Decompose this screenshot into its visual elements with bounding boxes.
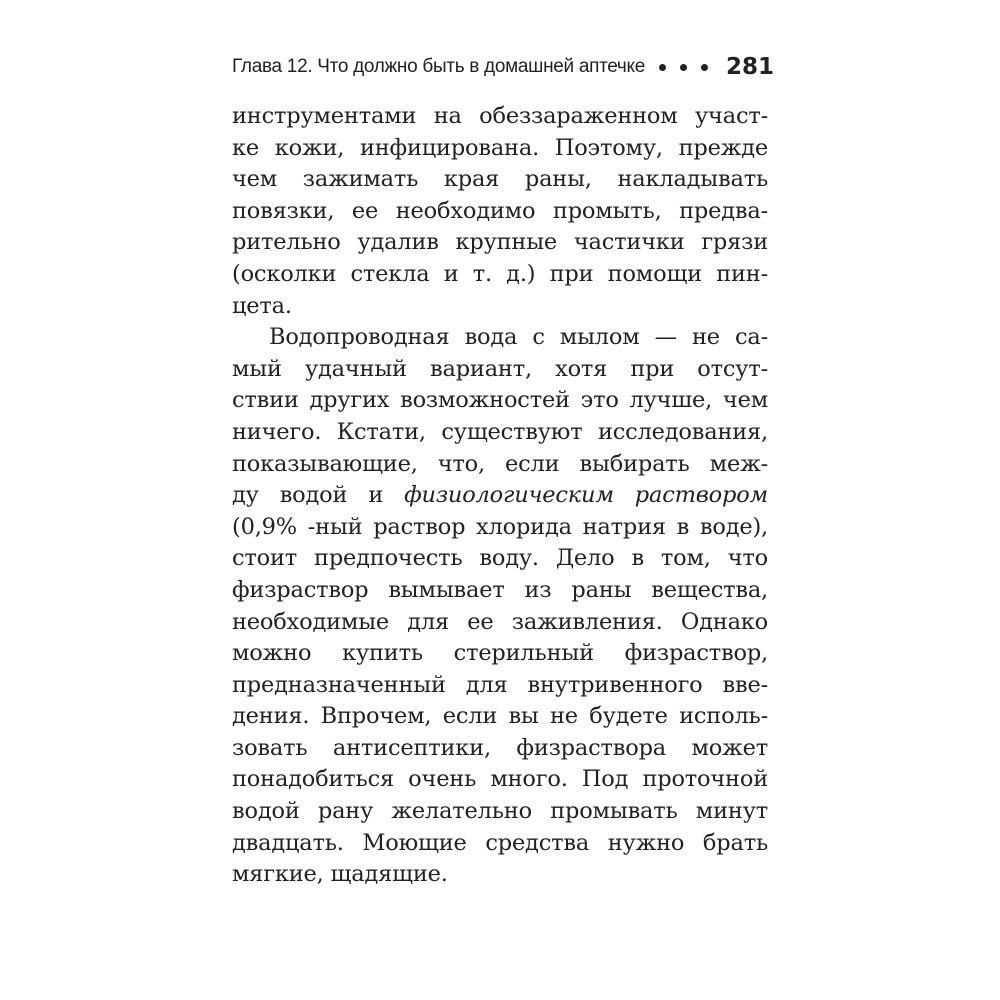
text-line: показывающие, что, если выбирать меж- [232,450,768,477]
text-line: повязки, ее необходимо промыть, предва- [232,197,768,224]
text-line: инструментами на обеззараженном участ- [232,103,768,129]
text-line: Водопроводная вода с мылом — не са- [269,324,768,351]
text-line: (осколки стекла и т. д.) при помощи пин- [232,260,768,287]
paragraph-2 [232,322,768,891]
text-line: зовать антисептики, физраствора может [232,734,768,761]
text-line: понадобиться очень много. Под проточной [232,766,768,793]
text-line: необходимые для ее заживления. Однако [232,608,768,635]
text-line: водой рану желательно промывать минут [232,798,768,825]
text-line: стоит предпочесть воду. Дело в том, что [232,545,768,572]
text-line: мый удачный вариант, хотя при отсут- [232,355,768,382]
chapter-title: Глава 12. Что должно быть в домашней аптечке [232,56,646,77]
text-line: чем зажимать края раны, накладывать [232,166,768,193]
ornament-dots [645,64,708,71]
text-line: ке кожи, инфицирована. Поэтому, прежде [232,134,768,161]
running-header [232,50,775,84]
dot-icon [701,64,708,71]
header-right [645,54,774,80]
text-line: двадцать. Моющие средства нужно брать [232,829,768,856]
text-line: ничего. Кстати, существуют исследования, [232,418,768,445]
text-line: предназначенный для внутривенного вве- [232,671,768,698]
text-line: дения. Впрочем, если вы не будете исполь- [232,703,768,730]
text-line: физраствор вымывает из раны вещества, [232,576,768,603]
text-line: цета. [232,292,292,319]
text-line: можно купить стерильный физраствор, [232,640,768,667]
text-line: мягкие, щадящие. [232,861,448,888]
dot-icon [680,64,687,71]
body-text [232,101,768,891]
italic-term: физиологическим раствором [404,482,768,509]
text-line-mixed [232,480,768,512]
text-line: рительно удалив крупные частички грязи [232,229,768,256]
text-line: (0,9% -ный раствор хлорида натрия в воде), [232,513,768,540]
paragraph-1 [232,101,768,322]
page-number: 281 [726,54,775,80]
text-run: ду водой и [232,482,384,509]
dot-icon [659,64,666,71]
text-line: ствии других возможностей это лучше, чем [232,387,768,414]
